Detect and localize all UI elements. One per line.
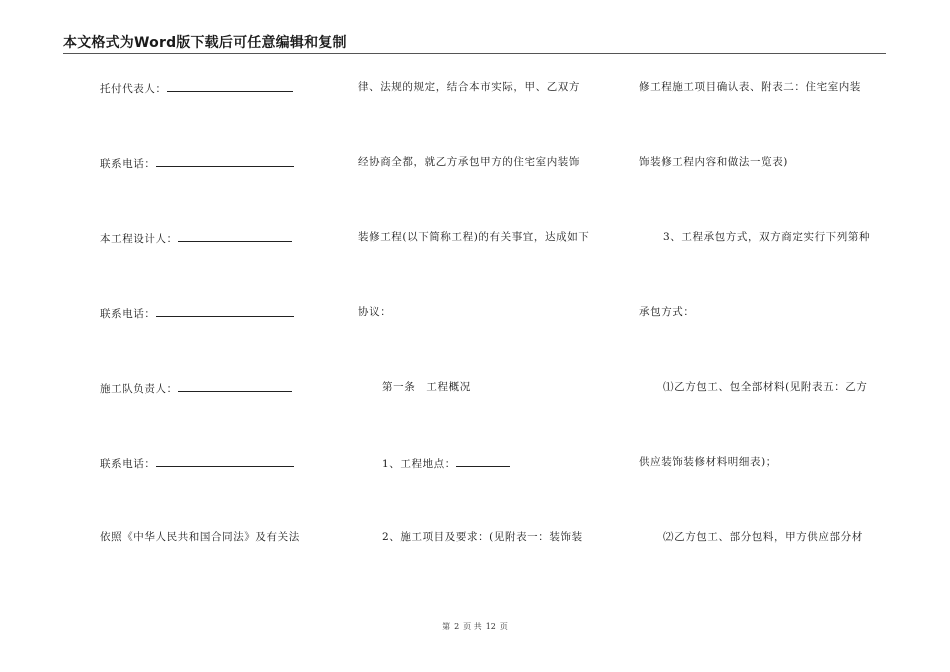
phone-blank-3 (156, 455, 294, 467)
left-line-1 (100, 80, 293, 96)
middle-line-1: 律、法规的规定，结合本市实际，甲、乙双方 (358, 81, 580, 93)
right-line-5: ⑴乙方包工、包全部材料(见附表五：乙方 (663, 381, 868, 393)
page-footer (0, 622, 950, 632)
site-location-blank (456, 455, 510, 467)
right-line-6: 供应装饰装修材料明细表)； (639, 456, 777, 468)
phone-label-3: 联系电话： (100, 458, 156, 470)
left-line-6 (100, 455, 294, 471)
right-line-1: 修工程施工项目确认表、附表二：住宅室内装 (639, 81, 861, 93)
left-line-4 (100, 305, 294, 321)
left-line-7: 依照《中华人民共和国合同法》及有关法 (100, 531, 300, 543)
phone-blank-1 (156, 155, 294, 167)
phone-label-1: 联系电话： (100, 158, 156, 170)
site-location-label: 1、工程地点： (382, 458, 456, 470)
right-line-4: 承包方式： (639, 306, 695, 318)
phone-blank-2 (156, 305, 294, 317)
document-header (63, 34, 886, 54)
middle-line-6 (382, 455, 510, 471)
page-label-mid: 页 共 (463, 622, 482, 631)
article-1-heading: 第一条 工程概况 (382, 381, 471, 393)
page-label-pre: 第 (442, 622, 451, 631)
page-number: 2 (454, 622, 460, 631)
middle-line-7: 2、施工项目及要求：(见附表一：装饰装 (382, 531, 583, 543)
designer-label: 本工程设计人： (100, 233, 178, 245)
team-leader-blank (178, 380, 292, 392)
phone-label-2: 联系电话： (100, 308, 156, 320)
header-title: 本文格式为Word版下载后可任意编辑和复制 (63, 35, 347, 51)
right-line-7: ⑵乙方包工、部分包料，甲方供应部分材 (663, 531, 863, 543)
team-leader-label: 施工队负责人： (100, 383, 178, 395)
page-total: 12 (485, 622, 496, 631)
left-line-3 (100, 230, 292, 246)
middle-line-3: 装修工程(以下简称工程)的有关事宜，达成如下 (358, 231, 590, 243)
designer-blank (178, 230, 292, 242)
middle-line-2: 经协商全都，就乙方承包甲方的住宅室内装饰 (358, 156, 580, 168)
consignor-blank (167, 80, 293, 92)
consignor-label: 托付代表人： (100, 83, 167, 95)
left-line-5 (100, 380, 292, 396)
left-line-2 (100, 155, 294, 171)
page-label-post: 页 (499, 622, 508, 631)
right-line-2: 饰装修工程内容和做法一览表) (639, 156, 788, 168)
middle-line-4: 协议： (358, 306, 392, 318)
right-line-3: 3、工程承包方式，双方商定实行下列第种 (663, 231, 871, 243)
